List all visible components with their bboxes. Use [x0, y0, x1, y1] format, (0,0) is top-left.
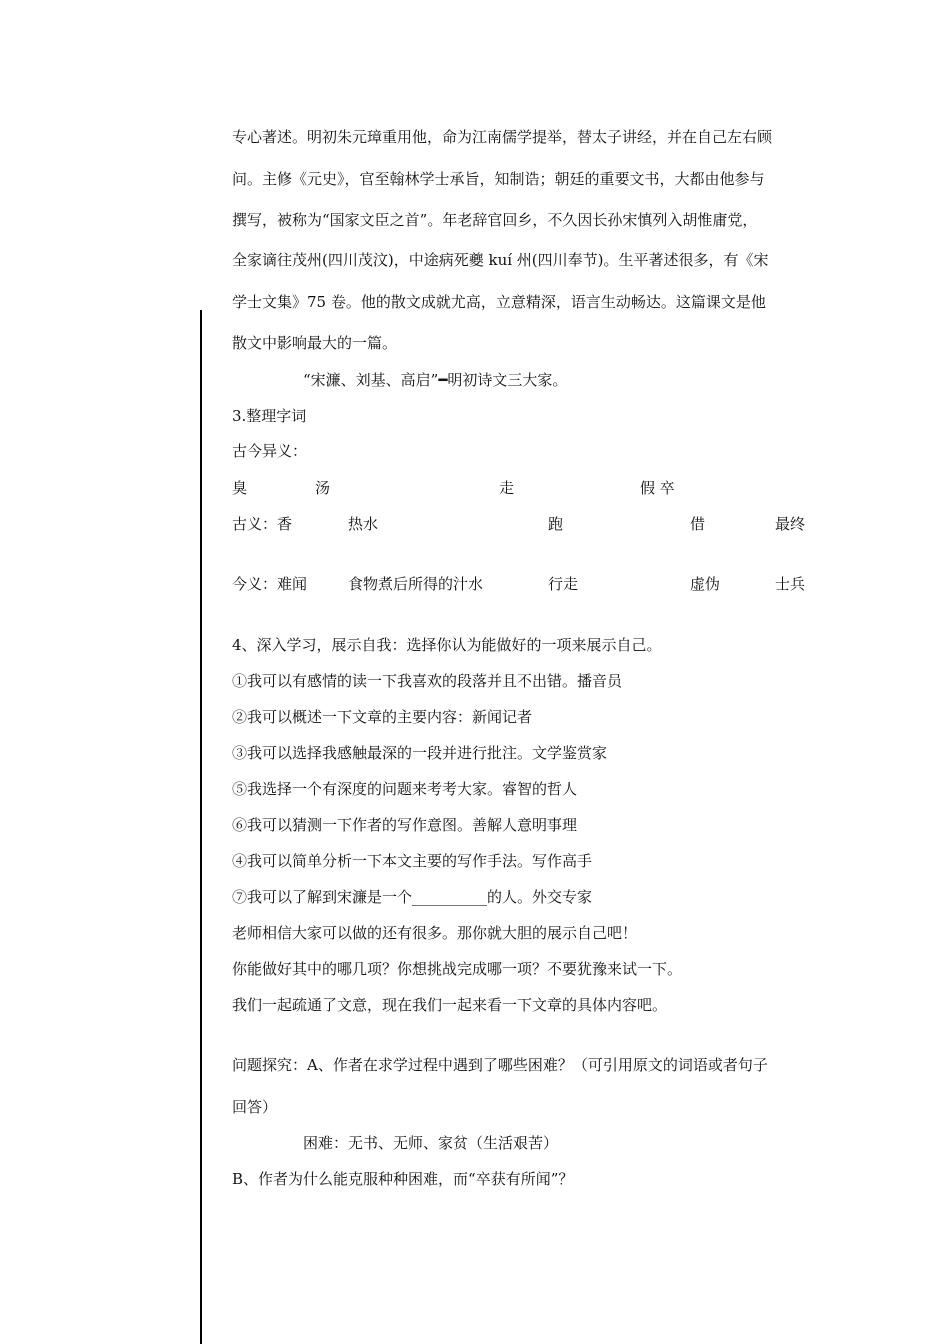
gu-zu: 最终	[775, 515, 806, 533]
intro-line: 专心著述。明初朱元璋重用他，命为江南儒学提举，替太子讲经，并在自己左右顾	[232, 128, 773, 146]
section3-title: 3.整理字词	[232, 407, 307, 425]
question-b: B、作者为什么能克服种种困难，而“卒获有所闻”？	[232, 1170, 574, 1188]
option-item: ③我可以选择我感触最深的一段并进行批注。文学鉴赏家	[232, 744, 608, 762]
question-a-cont: 回答）	[232, 1098, 278, 1116]
word-chou: 臭	[232, 479, 248, 497]
gujin-title: 古今异义：	[232, 442, 308, 460]
gu-tang: 热水	[348, 515, 379, 533]
encourage-line: 老师相信大家可以做的还有很多。那你就大胆的展示自己吧！	[232, 924, 638, 942]
jin-zu: 士兵	[775, 575, 806, 593]
jin-zou: 行走	[548, 575, 579, 593]
option-item: ⑥我可以猜测一下作者的写作意图。善解人意明事理	[232, 816, 578, 834]
gu-jia: 借	[690, 515, 706, 533]
jin-tang: 食物煮后所得的汁水	[348, 575, 484, 593]
option-item: ④我可以简单分析一下本文主要的写作手法。写作高手	[232, 852, 593, 870]
option-item: ①我可以有感情的读一下我喜欢的段落并且不出错。播音员	[232, 672, 623, 690]
option-item: ⑤我选择一个有深度的问题来考考大家。睿智的哲人	[232, 780, 578, 798]
margin-rule	[200, 310, 202, 1344]
section4-title: 4、深入学习，展示自我：选择你认为能做好的一项来展示自己。	[232, 636, 662, 654]
answer-a: 困难：无书、无师、家贫（生活艰苦）	[303, 1134, 559, 1152]
question-a: 问题探究：A、作者在求学过程中遇到了哪些困难？（可引用原文的词语或者句子	[232, 1056, 768, 1074]
intro-line: 散文中影响最大的一篇。	[232, 334, 398, 352]
option-item: ②我可以概述一下文章的主要内容：新闻记者	[232, 708, 533, 726]
gu-zou: 跑	[548, 515, 564, 533]
jin-jia: 虚伪	[690, 575, 721, 593]
encourage-line: 我们一起疏通了文意，现在我们一起来看一下文章的具体内容吧。	[232, 996, 668, 1014]
word-jia-zu: 假 卒	[640, 479, 675, 497]
intro-line: 学士文集》75 卷。他的散文成就尤高，立意精深，语言生动畅达。这篇课文是他	[232, 293, 766, 311]
three-masters-note: “宋濂、刘基、高启”━明初诗文三大家。	[303, 371, 568, 389]
intro-line: 撰写，被称为“国家文臣之首”。年老辞官回乡，不久因长孙宋慎列入胡惟庸党，	[232, 211, 758, 229]
option-item: ⑦我可以了解到宋濂是一个__________的人。外交专家	[232, 888, 593, 906]
jin-label: 今义：难闻	[232, 575, 308, 593]
encourage-line: 你能做好其中的哪几项？你想挑战完成哪一项？不要犹豫来试一下。	[232, 960, 683, 978]
intro-line: 问。主修《元史》，官至翰林学士承旨，知制诰；朝廷的重要文书，大都由他参与	[232, 170, 765, 188]
word-tang: 汤	[315, 479, 331, 497]
intro-line: 全家谪往茂州(四川茂汶)，中途病死夔 kuí 州(四川奉节)。生平著述很多，有《宋	[232, 251, 769, 269]
gu-label: 古义：香	[232, 515, 293, 533]
word-zou: 走	[499, 479, 515, 497]
